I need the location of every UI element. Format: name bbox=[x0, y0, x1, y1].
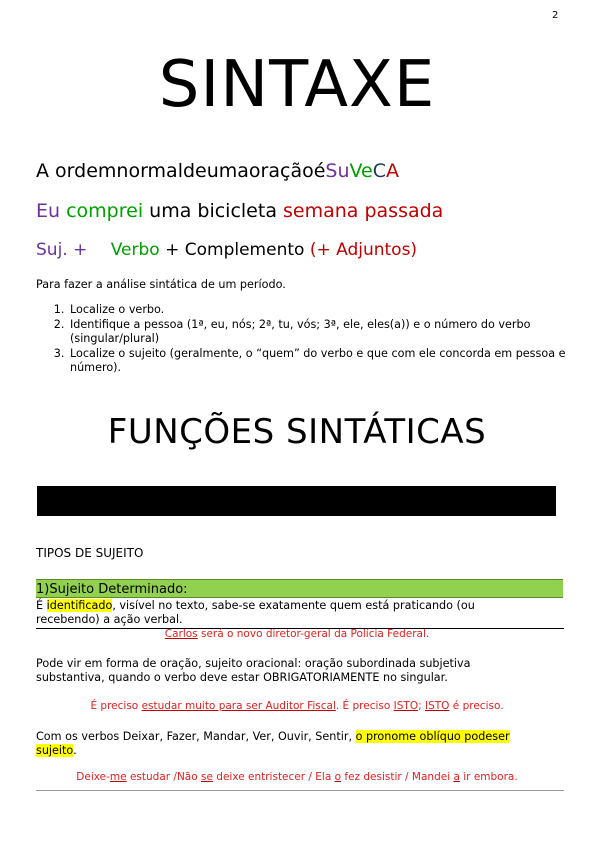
example-pronoun: se bbox=[201, 771, 213, 783]
text-segment: fez desistir / Mandei bbox=[341, 771, 454, 783]
order-ve: Ve bbox=[349, 160, 373, 182]
text-segment: estudar /Não bbox=[126, 771, 201, 783]
sujeito-determinado-heading: 1)Sujeito Determinado: bbox=[36, 579, 563, 598]
example-verbos bbox=[0, 771, 594, 783]
page-title: SINTAXE bbox=[158, 48, 436, 122]
text-segment: . bbox=[73, 744, 77, 757]
example-isto: ISTO bbox=[393, 700, 419, 712]
section-title: FUNÇÕES SINTÁTICAS bbox=[107, 412, 487, 452]
labels-line bbox=[36, 240, 417, 260]
example-subject-clause: estudar muito para ser Auditor Fiscal bbox=[141, 700, 336, 712]
example-carlos bbox=[0, 628, 594, 640]
text-segment: ir embora. bbox=[459, 771, 518, 783]
tipos-heading: TIPOS DE SUJEITO bbox=[36, 546, 144, 560]
label-suj: Suj. + bbox=[36, 240, 88, 260]
example-pronoun: a bbox=[453, 771, 460, 783]
divider bbox=[36, 790, 564, 791]
page-number: 2 bbox=[552, 10, 559, 21]
text-segment: será o novo diretor-geral da Polícia Federal. bbox=[197, 628, 430, 640]
highlight-pronome: o pronome oblíquo podeser sujeito bbox=[36, 730, 510, 757]
label-verbo: Verbo bbox=[110, 240, 160, 260]
order-su: Su bbox=[325, 160, 350, 182]
order-c: C bbox=[372, 160, 387, 182]
order-a: A bbox=[386, 160, 400, 182]
verbos-text bbox=[36, 730, 546, 758]
steps-list bbox=[36, 303, 588, 376]
highlight-identificado: identificado bbox=[46, 599, 113, 612]
text-segment: Com os verbos Deixar, Fazer, Mandar, Ver, Ouvir, Sentir, bbox=[36, 730, 356, 743]
text-segment: , visível no texto, sabe-se exatamente quem está praticando (ou recebendo) a ação verbal. bbox=[36, 599, 475, 626]
label-adjuntos: (+ Adjuntos) bbox=[309, 240, 418, 260]
example-pronoun: o bbox=[334, 771, 342, 783]
example-sentence bbox=[36, 200, 443, 222]
text-segment: É preciso bbox=[90, 700, 142, 712]
step-item: 2. Identifique a pessoa (1ª, eu, nós; 2ª, tu, vós; 3ª, ele, eles(a)) e o número do verbo (singular/plural) bbox=[68, 318, 588, 347]
example-subject: Eu bbox=[36, 200, 61, 222]
sujeito-determinado-text bbox=[36, 599, 536, 627]
example-carlos-subject: Carlos bbox=[164, 628, 198, 640]
example-pronoun: me bbox=[109, 771, 127, 783]
text-segment: Deixe- bbox=[76, 771, 110, 783]
step-item: 3. Localize o sujeito (geralmente, o “quem” do verbo e que com ele concorda em pessoa e número). bbox=[68, 347, 588, 376]
step-item: 1. Localize o verbo. bbox=[68, 303, 588, 318]
example-adjunct: semana passada bbox=[283, 200, 444, 222]
example-verb: comprei bbox=[66, 200, 144, 222]
redacted-bar bbox=[37, 486, 556, 516]
example-oracional bbox=[0, 700, 594, 712]
text-segment: deixe entristecer / Ela bbox=[212, 771, 335, 783]
text-segment: ; bbox=[418, 700, 425, 712]
text-segment: É bbox=[36, 599, 47, 612]
text-segment: é preciso. bbox=[449, 700, 504, 712]
text-segment: . É preciso bbox=[335, 700, 394, 712]
oracional-text: Pode vir em forma de oração, sujeito oracional: oração subordinada subjetiva substantiva, quando o verbo deve estar OBRIGATORIAMENTE no singular. bbox=[36, 657, 471, 684]
order-prefix: A ordemnormaldeumaoraçãoé bbox=[36, 160, 326, 182]
example-isto: ISTO bbox=[425, 700, 450, 712]
example-complement: uma bicicleta bbox=[149, 200, 277, 222]
label-complemento: + Complemento bbox=[165, 240, 305, 260]
intro-text: Para fazer a análise sintática de um período. bbox=[36, 278, 286, 291]
order-line bbox=[36, 160, 399, 182]
